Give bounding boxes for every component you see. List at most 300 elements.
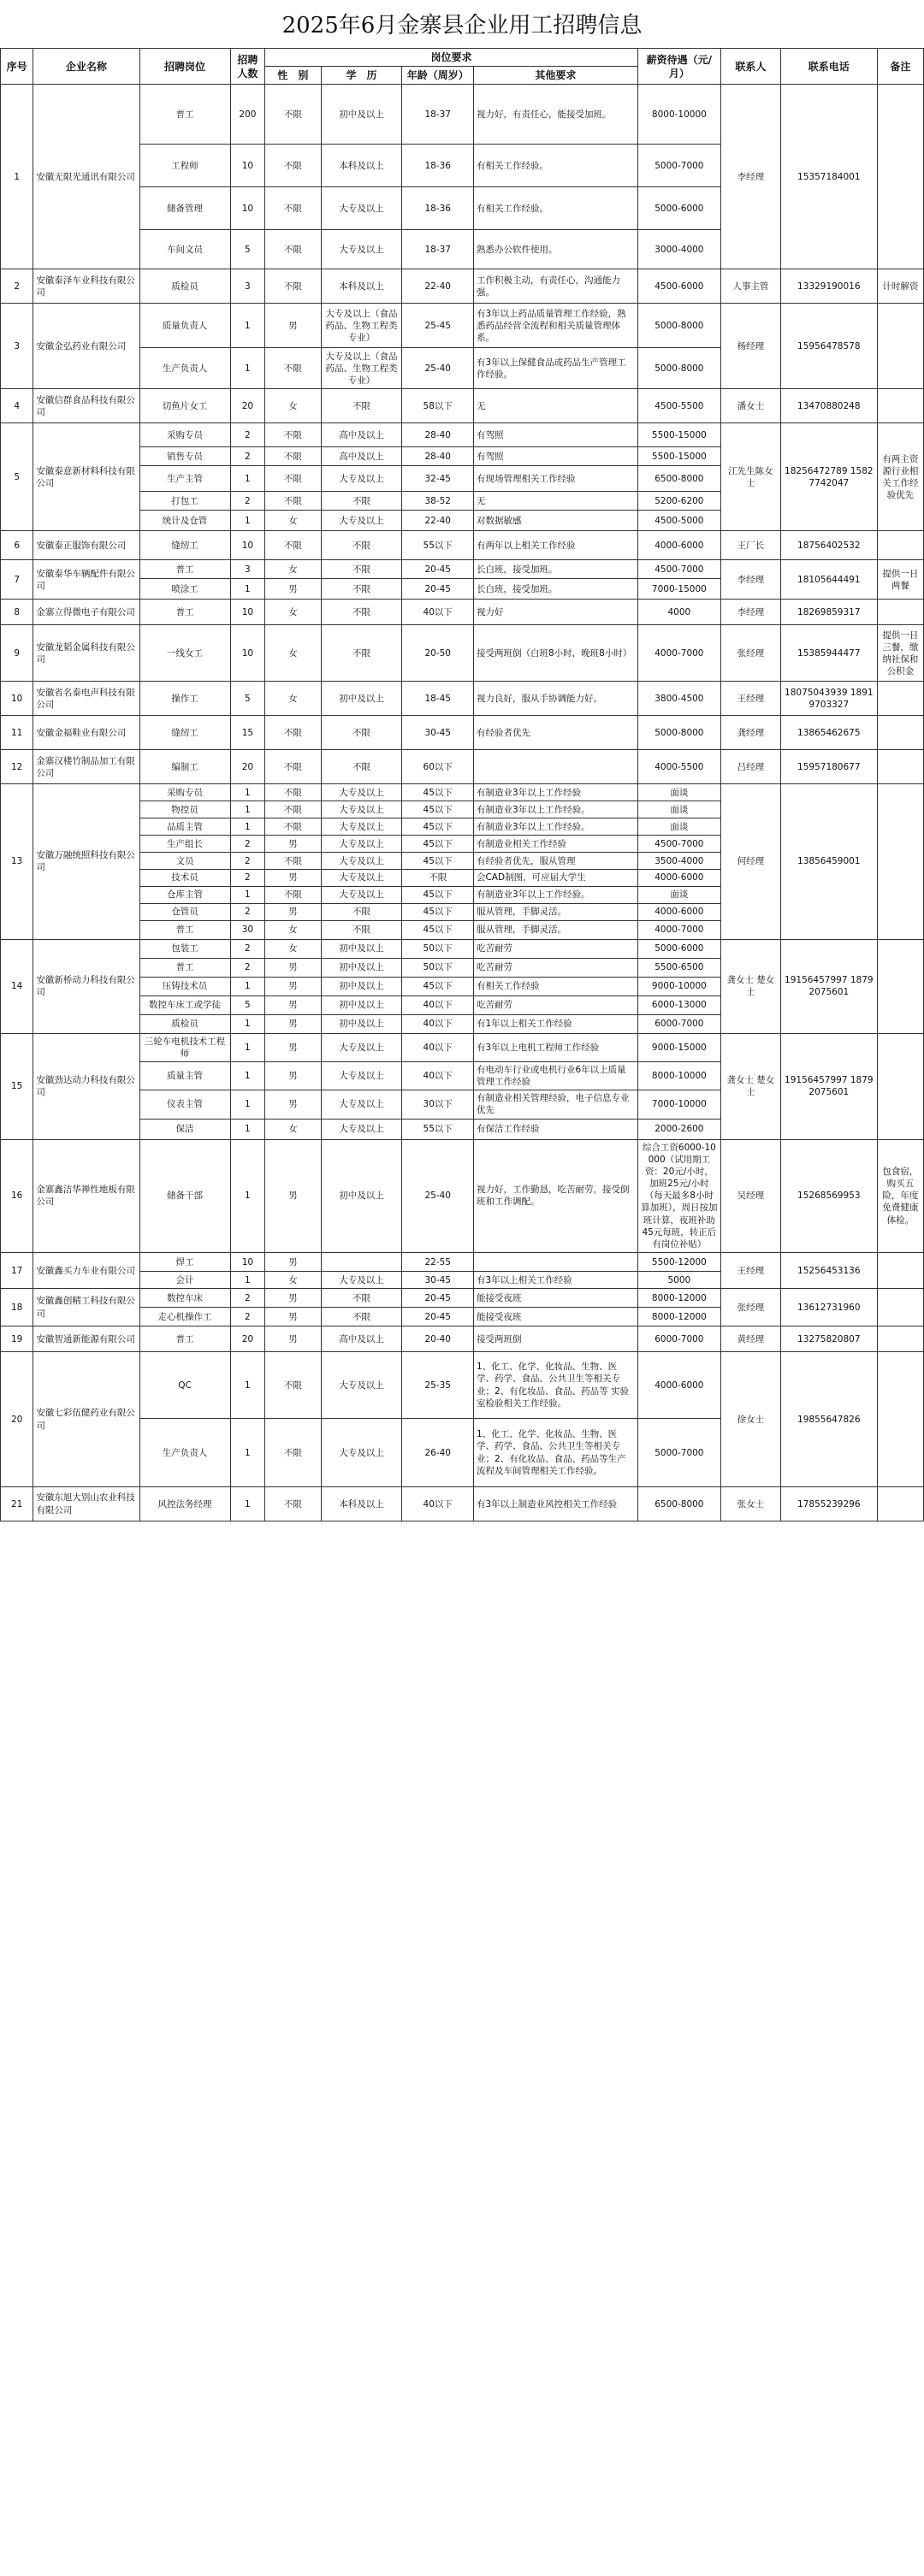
job-count: 200	[230, 85, 265, 145]
contact-phone: 19156457997 18792075601	[780, 1033, 877, 1139]
job-other-requirements: 1、化工、化学、化妆品、生物、医学、药学、食品、公共卫生等相关专业；2、有化妆品、食品、药品等 实验室检验相关工作经验。	[473, 1352, 637, 1419]
job-salary: 5500-12000	[637, 1253, 720, 1272]
job-salary: 5000-6000	[637, 939, 720, 958]
job-count: 20	[230, 389, 265, 423]
job-age: 25-35	[402, 1352, 474, 1419]
table-row	[1, 85, 924, 145]
job-gender: 不限	[265, 145, 321, 187]
row-seq: 12	[1, 750, 33, 784]
job-education: 大专及以上	[321, 784, 402, 801]
job-gender: 男	[265, 304, 321, 348]
job-count: 2	[230, 836, 265, 853]
row-seq: 16	[1, 1139, 33, 1253]
job-gender: 不限	[265, 348, 321, 389]
job-position: 走心机操作工	[139, 1308, 230, 1326]
job-count: 2	[230, 492, 265, 511]
job-salary: 4000-6000	[637, 903, 720, 920]
contact-person: 人事主管	[720, 269, 780, 304]
job-gender: 不限	[265, 423, 321, 447]
contact-person: 李经理	[720, 560, 780, 600]
contact-person: 王厂长	[720, 531, 780, 560]
job-count: 20	[230, 1326, 265, 1352]
row-seq: 14	[1, 939, 33, 1033]
recruitment-table	[0, 48, 924, 1521]
job-salary: 5500-6500	[637, 958, 720, 977]
job-education: 大专及以上	[321, 1061, 402, 1090]
company-name: 安徽泰泽车业科技有限公司	[33, 269, 139, 304]
header-phone: 联系电话	[780, 49, 877, 85]
job-count: 20	[230, 750, 265, 784]
contact-person: 龚女士 楚女士	[720, 939, 780, 1033]
job-position: 生产负责人	[139, 348, 230, 389]
job-other-requirements: 有制造业相关管理经验，电子信息专业优先	[473, 1090, 637, 1119]
job-salary: 4000-6000	[637, 1352, 720, 1419]
row-seq: 7	[1, 560, 33, 600]
company-name: 安徽龙韬金属科技有限公司	[33, 625, 139, 682]
table-row	[1, 750, 924, 784]
job-education: 大专及以上	[321, 870, 402, 886]
job-gender: 男	[265, 870, 321, 886]
job-count: 10	[230, 1253, 265, 1272]
job-salary: 2000-2600	[637, 1119, 720, 1139]
job-position: 普工	[139, 85, 230, 145]
row-seq: 4	[1, 389, 33, 423]
job-age: 45以下	[402, 853, 474, 870]
job-other-requirements: 视力好	[473, 600, 637, 625]
job-position: 压铸技术员	[139, 977, 230, 996]
job-gender: 男	[265, 836, 321, 853]
contact-phone: 18256472789 15827742047	[780, 423, 877, 531]
job-education: 大专及以上	[321, 1419, 402, 1487]
job-position: 质量负责人	[139, 304, 230, 348]
job-gender: 不限	[265, 531, 321, 560]
row-seq: 8	[1, 600, 33, 625]
job-gender: 女	[265, 600, 321, 625]
job-age: 38-52	[402, 492, 474, 511]
job-education: 大专及以上	[321, 1272, 402, 1289]
row-seq: 3	[1, 304, 33, 389]
remark	[877, 1326, 923, 1352]
job-other-requirements: 视力好，有责任心，能接受加班。	[473, 85, 637, 145]
job-education: 高中及以上	[321, 447, 402, 466]
job-position: 物控员	[139, 801, 230, 818]
row-seq: 1	[1, 85, 33, 269]
job-count: 1	[230, 1419, 265, 1487]
job-position: 采购专员	[139, 784, 230, 801]
contact-phone: 18105644491	[780, 560, 877, 600]
row-seq: 19	[1, 1326, 33, 1352]
company-name: 安徽劲达动力科技有限公司	[33, 1033, 139, 1139]
company-name: 安徽新桥动力科技有限公司	[33, 939, 139, 1033]
header-salary: 薪资待遇（元/月）	[637, 49, 720, 85]
contact-phone: 15385944477	[780, 625, 877, 682]
job-count: 1	[230, 1139, 265, 1253]
job-position: 数控车床工或学徒	[139, 996, 230, 1014]
job-position: 销售专员	[139, 447, 230, 466]
job-age: 20-45	[402, 1308, 474, 1326]
table-row	[1, 939, 924, 958]
job-salary: 9000-10000	[637, 977, 720, 996]
job-age: 60以下	[402, 750, 474, 784]
job-age: 25-40	[402, 1139, 474, 1253]
job-count: 10	[230, 625, 265, 682]
job-other-requirements: 长白班，接受加班。	[473, 560, 637, 579]
job-count: 1	[230, 784, 265, 801]
job-other-requirements: 有经验者优先，服从管理	[473, 853, 637, 870]
job-other-requirements: 有驾照	[473, 447, 637, 466]
job-salary: 4000-6000	[637, 531, 720, 560]
job-age: 20-45	[402, 560, 474, 579]
job-position: 质检员	[139, 1014, 230, 1033]
job-salary: 4500-7000	[637, 560, 720, 579]
job-education: 本科及以上	[321, 269, 402, 304]
company-name: 安徽省名泰电声科技有限公司	[33, 682, 139, 716]
job-salary: 8000-10000	[637, 85, 720, 145]
remark: 有两主资源行业相关工作经验优先	[877, 423, 923, 531]
contact-person: 潘女士	[720, 389, 780, 423]
job-gender: 男	[265, 903, 321, 920]
company-name: 安徽七彩伍健药业有限公司	[33, 1352, 139, 1487]
contact-phone: 19855647826	[780, 1352, 877, 1487]
contact-phone: 15956478578	[780, 304, 877, 389]
job-gender: 女	[265, 1272, 321, 1289]
job-education: 大专及以上	[321, 801, 402, 818]
contact-phone: 13856459001	[780, 784, 877, 939]
job-gender: 不限	[265, 750, 321, 784]
row-seq: 6	[1, 531, 33, 560]
job-salary: 5500-15000	[637, 423, 720, 447]
job-gender: 男	[265, 1090, 321, 1119]
table-row	[1, 531, 924, 560]
job-salary: 3000-4000	[637, 230, 720, 269]
contact-person: 王经理	[720, 682, 780, 716]
job-salary: 4000-6000	[637, 870, 720, 886]
contact-phone: 17855239296	[780, 1487, 877, 1521]
job-other-requirements: 服从管理，手脚灵活。	[473, 920, 637, 939]
job-age: 22-40	[402, 511, 474, 531]
job-age: 30-45	[402, 1272, 474, 1289]
job-age: 45以下	[402, 977, 474, 996]
job-education: 大专及以上（食品药品、生物工程类专业）	[321, 304, 402, 348]
company-name: 安徽万融统照科技有限公司	[33, 784, 139, 939]
company-name: 金寨鑫洁华禅性地板有限公司	[33, 1139, 139, 1253]
job-count: 3	[230, 269, 265, 304]
job-salary: 5000-8000	[637, 348, 720, 389]
job-count: 1	[230, 1119, 265, 1139]
job-other-requirements: 吃苦耐劳	[473, 939, 637, 958]
job-gender: 男	[265, 1308, 321, 1326]
job-age: 28-40	[402, 447, 474, 466]
job-age: 40以下	[402, 600, 474, 625]
company-name: 安徽信群食品科技有限公司	[33, 389, 139, 423]
job-count: 1	[230, 801, 265, 818]
job-age: 45以下	[402, 920, 474, 939]
job-education: 初中及以上	[321, 682, 402, 716]
job-education: 不限	[321, 600, 402, 625]
company-name: 安徽泰意新材料科技有限公司	[33, 423, 139, 531]
remark	[877, 682, 923, 716]
job-other-requirements: 有电动车行业或电机行业6年以上质量管理工作经验	[473, 1061, 637, 1090]
job-gender: 不限	[265, 447, 321, 466]
job-position: 质量主管	[139, 1061, 230, 1090]
job-other-requirements: 长白班，接受加班。	[473, 579, 637, 600]
job-age: 32-45	[402, 466, 474, 492]
job-salary: 6000-7000	[637, 1014, 720, 1033]
job-salary: 5500-15000	[637, 447, 720, 466]
job-count: 1	[230, 1061, 265, 1090]
job-salary: 6000-7000	[637, 1326, 720, 1352]
contact-person: 李经理	[720, 600, 780, 625]
job-salary: 5000-6000	[637, 187, 720, 230]
job-other-requirements: 有3年以上电机工程师工作经验	[473, 1033, 637, 1061]
job-age: 20-40	[402, 1326, 474, 1352]
row-seq: 15	[1, 1033, 33, 1139]
company-name: 安徽智通新能源有限公司	[33, 1326, 139, 1352]
job-salary: 3500-4000	[637, 853, 720, 870]
job-age: 25-45	[402, 304, 474, 348]
row-seq: 9	[1, 625, 33, 682]
job-education: 不限	[321, 389, 402, 423]
job-age: 40以下	[402, 1014, 474, 1033]
job-gender: 男	[265, 996, 321, 1014]
job-salary: 8000-12000	[637, 1289, 720, 1308]
job-other-requirements: 视力良好，服从手协调能力好。	[473, 682, 637, 716]
contact-person: 江先生陈女士	[720, 423, 780, 531]
table-row	[1, 625, 924, 682]
job-count: 10	[230, 600, 265, 625]
job-count: 3	[230, 560, 265, 579]
job-gender: 女	[265, 560, 321, 579]
contact-phone: 13612731960	[780, 1289, 877, 1326]
contact-person: 张经理	[720, 625, 780, 682]
job-salary: 面谈	[637, 818, 720, 836]
job-position: 生产主管	[139, 466, 230, 492]
remark	[877, 784, 923, 939]
job-other-requirements: 有3年以上保健食品或药品生产管理工作经验。	[473, 348, 637, 389]
remark: 提供一日三餐，缴纳社保和公积金	[877, 625, 923, 682]
job-salary: 4500-5500	[637, 389, 720, 423]
remark	[877, 716, 923, 750]
job-age: 18-45	[402, 682, 474, 716]
job-other-requirements: 有两年以上相关工作经验	[473, 531, 637, 560]
job-education: 不限	[321, 560, 402, 579]
table-row	[1, 423, 924, 447]
remark	[877, 939, 923, 1033]
job-other-requirements: 接受两班倒	[473, 1326, 637, 1352]
job-position: 储备管理	[139, 187, 230, 230]
job-count: 10	[230, 187, 265, 230]
job-position: 普工	[139, 600, 230, 625]
job-gender: 不限	[265, 886, 321, 903]
job-gender: 不限	[265, 1352, 321, 1419]
job-education: 高中及以上	[321, 423, 402, 447]
company-name: 金寨立得微电子有限公司	[33, 600, 139, 625]
job-count: 2	[230, 870, 265, 886]
job-education: 不限	[321, 750, 402, 784]
contact-person: 龚经理	[720, 716, 780, 750]
job-position: 保洁	[139, 1119, 230, 1139]
remark	[877, 1352, 923, 1487]
job-education: 不限	[321, 531, 402, 560]
job-education: 大专及以上	[321, 1090, 402, 1119]
job-age: 55以下	[402, 531, 474, 560]
contact-phone: 13470880248	[780, 389, 877, 423]
header-count: 招聘人数	[230, 49, 265, 85]
job-count: 1	[230, 1014, 265, 1033]
row-seq: 5	[1, 423, 33, 531]
job-other-requirements: 视力好，工作勤恳，吃苦耐劳，接受倒班和工作调配。	[473, 1139, 637, 1253]
job-other-requirements: 对数据敏感	[473, 511, 637, 531]
job-education	[321, 1253, 402, 1272]
job-education: 大专及以上	[321, 836, 402, 853]
row-seq: 11	[1, 716, 33, 750]
table-row	[1, 1253, 924, 1272]
remark	[877, 389, 923, 423]
job-count: 1	[230, 818, 265, 836]
row-seq: 2	[1, 269, 33, 304]
row-seq: 18	[1, 1289, 33, 1326]
job-position: 缝纫工	[139, 716, 230, 750]
table-row	[1, 389, 924, 423]
remark: 计时解资	[877, 269, 923, 304]
contact-phone: 15256453136	[780, 1253, 877, 1289]
job-gender: 女	[265, 511, 321, 531]
job-education: 大专及以上	[321, 511, 402, 531]
table-row	[1, 1326, 924, 1352]
job-age: 28-40	[402, 423, 474, 447]
job-salary: 6000-13000	[637, 996, 720, 1014]
job-position: 质检员	[139, 269, 230, 304]
header-gender: 性 别	[265, 67, 321, 85]
job-gender: 男	[265, 1061, 321, 1090]
job-count: 10	[230, 145, 265, 187]
header-age: 年龄（周岁）	[402, 67, 474, 85]
job-count: 1	[230, 1090, 265, 1119]
job-salary: 5000-8000	[637, 304, 720, 348]
job-position: 生产组长	[139, 836, 230, 853]
job-other-requirements: 有制造业相关工作经验	[473, 836, 637, 853]
contact-phone: 15957180677	[780, 750, 877, 784]
job-position: 文员	[139, 853, 230, 870]
job-other-requirements: 有3年以上制造业风控相关工作经验	[473, 1487, 637, 1521]
contact-phone: 15357184001	[780, 85, 877, 269]
job-education: 大专及以上	[321, 1352, 402, 1419]
job-position: 一线女工	[139, 625, 230, 682]
company-name: 安徽东旭大别山农业科技有限公司	[33, 1487, 139, 1521]
job-gender: 女	[265, 625, 321, 682]
job-position: 统计及仓管	[139, 511, 230, 531]
job-position: 仓管员	[139, 903, 230, 920]
table-row	[1, 682, 924, 716]
remark	[877, 600, 923, 625]
job-age: 18-37	[402, 85, 474, 145]
job-age: 40以下	[402, 996, 474, 1014]
job-gender: 男	[265, 579, 321, 600]
company-name: 安徽鑫创精工科技有限公司	[33, 1289, 139, 1326]
contact-phone: 13865462675	[780, 716, 877, 750]
job-age: 45以下	[402, 903, 474, 920]
remark	[877, 304, 923, 389]
job-gender: 男	[265, 958, 321, 977]
job-gender: 女	[265, 682, 321, 716]
job-count: 5	[230, 996, 265, 1014]
job-other-requirements: 接受两班倒（白班8小时，晚班8小时）	[473, 625, 637, 682]
job-count: 1	[230, 466, 265, 492]
job-education: 不限	[321, 625, 402, 682]
job-gender: 不限	[265, 230, 321, 269]
job-other-requirements	[473, 1253, 637, 1272]
job-count: 2	[230, 1289, 265, 1308]
company-name: 安徽金弘药业有限公司	[33, 304, 139, 389]
job-count: 1	[230, 886, 265, 903]
job-education: 初中及以上	[321, 977, 402, 996]
job-other-requirements: 无	[473, 389, 637, 423]
job-gender: 不限	[265, 492, 321, 511]
job-count: 2	[230, 903, 265, 920]
job-gender: 不限	[265, 784, 321, 801]
job-position: 普工	[139, 560, 230, 579]
job-count: 2	[230, 958, 265, 977]
table-row	[1, 784, 924, 801]
row-seq: 10	[1, 682, 33, 716]
job-gender: 不限	[265, 466, 321, 492]
job-age: 50以下	[402, 958, 474, 977]
table-row	[1, 1352, 924, 1419]
row-seq: 17	[1, 1253, 33, 1289]
job-gender: 男	[265, 1014, 321, 1033]
job-age: 22-55	[402, 1253, 474, 1272]
contact-person: 徐女士	[720, 1352, 780, 1487]
job-other-requirements: 有3年以上相关工作经验	[473, 1272, 637, 1289]
job-position: 焊工	[139, 1253, 230, 1272]
job-gender: 男	[265, 977, 321, 996]
job-salary: 5000	[637, 1272, 720, 1289]
job-age: 55以下	[402, 1119, 474, 1139]
job-salary: 8000-10000	[637, 1061, 720, 1090]
remark	[877, 1487, 923, 1521]
contact-phone: 13275820807	[780, 1326, 877, 1352]
remark	[877, 1033, 923, 1139]
job-age: 18-36	[402, 145, 474, 187]
job-salary: 3800-4500	[637, 682, 720, 716]
job-age: 18-36	[402, 187, 474, 230]
job-age: 不限	[402, 870, 474, 886]
company-name: 安徽无限光通讯有限公司	[33, 85, 139, 269]
job-other-requirements: 有制造业3年以上工作经验	[473, 784, 637, 801]
table-body	[1, 85, 924, 1521]
header-seq: 序号	[1, 49, 33, 85]
job-position: 操作工	[139, 682, 230, 716]
job-gender: 女	[265, 920, 321, 939]
job-count: 5	[230, 230, 265, 269]
table-row	[1, 1139, 924, 1253]
contact-person: 吕经理	[720, 750, 780, 784]
job-salary: 综合工资6000-10000（试用期工资：20元/小时，加班25元/小时（每天最多8小时算加班），周日按加班计算，夜班补助45元每班，转正后有岗位补贴）	[637, 1139, 720, 1253]
job-salary: 6500-8000	[637, 1487, 720, 1521]
job-education: 大专及以上	[321, 1033, 402, 1061]
contact-person: 张女士	[720, 1487, 780, 1521]
remark	[877, 1253, 923, 1289]
job-other-requirements: 有驾照	[473, 423, 637, 447]
job-other-requirements: 能接受夜班	[473, 1308, 637, 1326]
job-gender: 不限	[265, 85, 321, 145]
job-gender: 不限	[265, 1419, 321, 1487]
job-age: 45以下	[402, 886, 474, 903]
job-age: 40以下	[402, 1487, 474, 1521]
job-position: 三轮车电机技术工程师	[139, 1033, 230, 1061]
job-education: 大专及以上	[321, 1119, 402, 1139]
job-education: 本科及以上	[321, 1487, 402, 1521]
